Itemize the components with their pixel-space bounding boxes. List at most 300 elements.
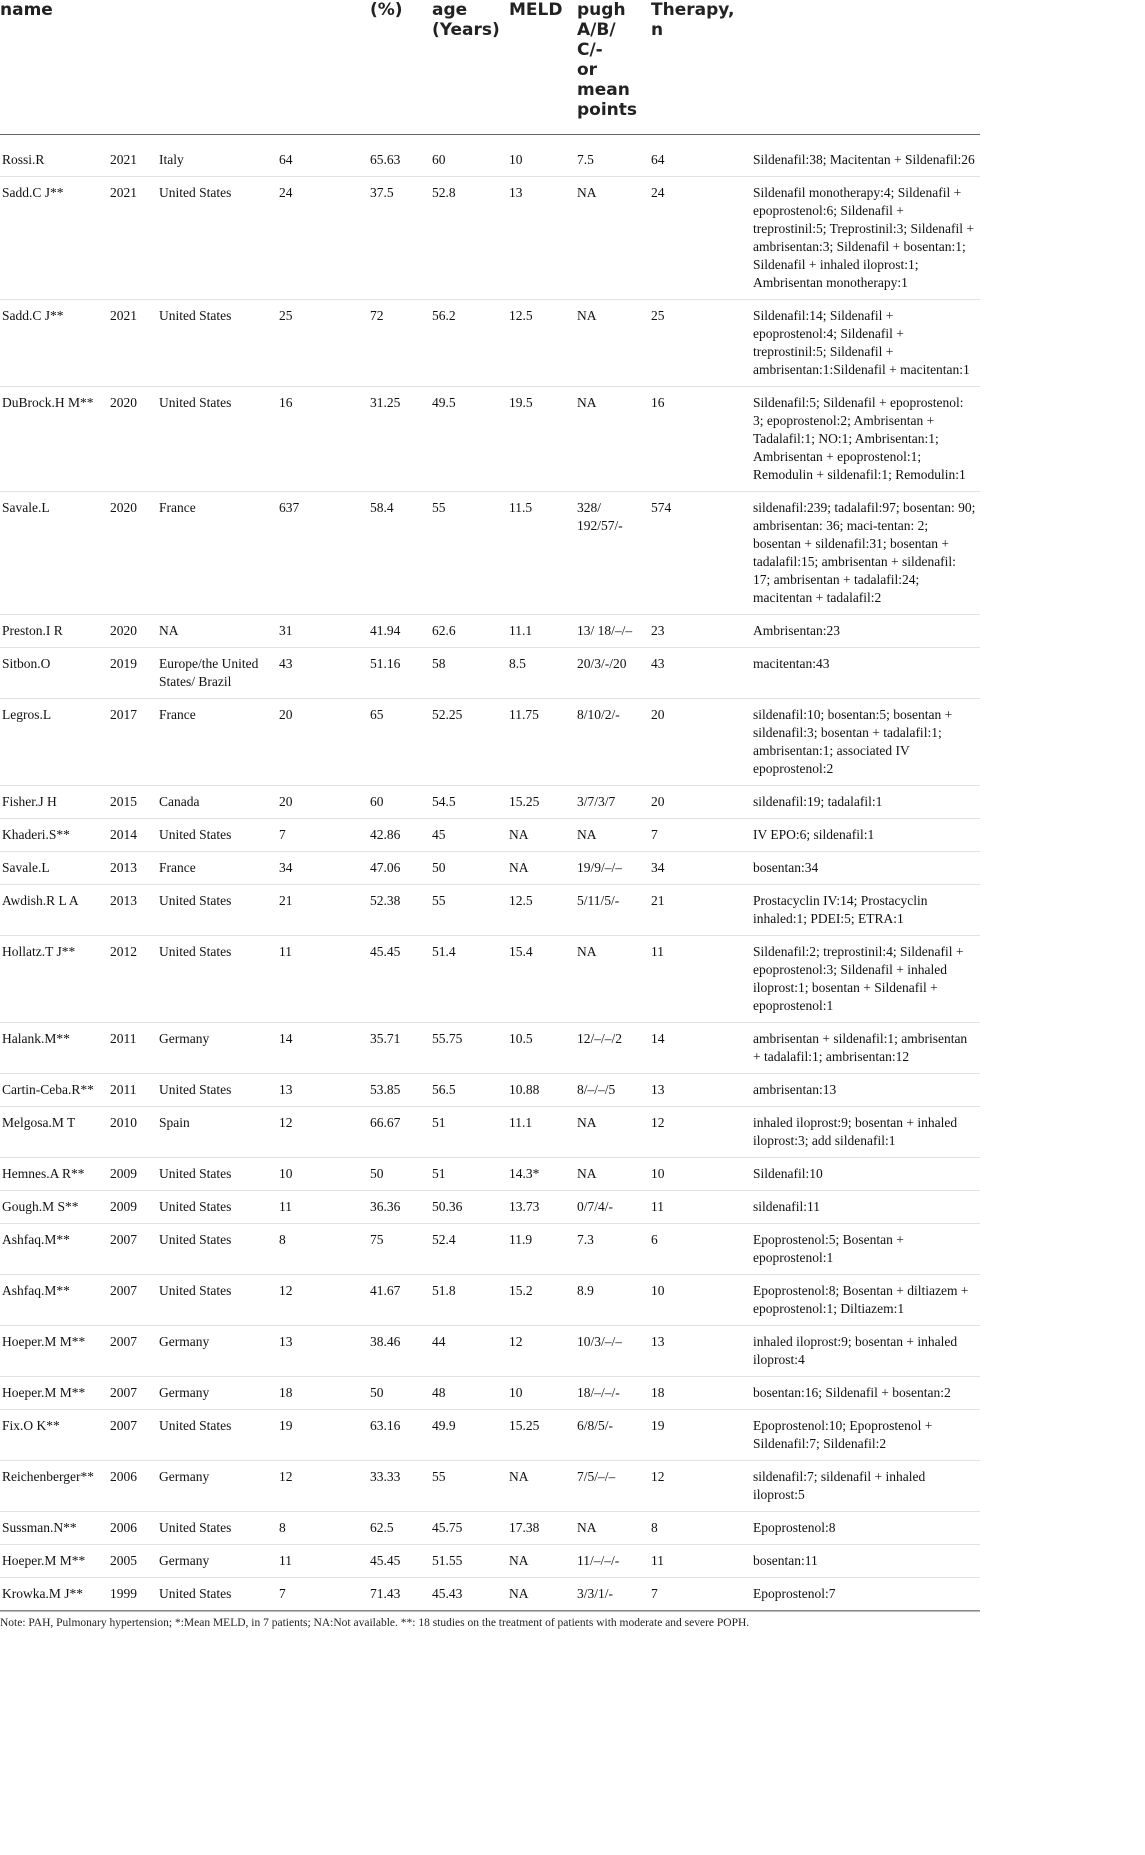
table-row: [0, 1158, 980, 1191]
table-cell: 11: [279, 1199, 292, 1214]
table-cell: 16: [279, 395, 293, 410]
table-cell: 2007: [110, 1385, 137, 1400]
table-cell: Halank.M**: [2, 1031, 70, 1046]
table-cell: United States: [159, 893, 232, 908]
table-cell: Melgosa.M T: [2, 1115, 76, 1130]
column-header: Therapy, n: [651, 0, 735, 40]
table-cell: 20/3/-/20: [577, 656, 627, 671]
table-cell: 21: [651, 893, 665, 908]
table-row: [0, 885, 980, 936]
table-cell: Ashfaq.M**: [2, 1232, 70, 1247]
table-cell: sildenafil:19; tadalafil:1: [753, 794, 883, 809]
table-row: [0, 1074, 980, 1107]
table-cell: 11.75: [509, 707, 539, 722]
table-cell: 55.75: [432, 1031, 463, 1046]
table-cell: NA: [577, 827, 597, 842]
table-cell: 2014: [110, 827, 137, 842]
table-cell: 1999: [110, 1586, 137, 1601]
table-row: [0, 936, 980, 1023]
table-cell: 75: [370, 1232, 384, 1247]
column-header: [159, 0, 279, 135]
table-cell: 60: [370, 794, 384, 809]
table-cell: 14: [279, 1031, 293, 1046]
table-cell: 10.5: [509, 1031, 533, 1046]
table-cell: 52.38: [370, 893, 401, 908]
table-cell: 52.25: [432, 707, 463, 722]
table-cell: Sildenafil monotherapy:4; Sildenafil + epoprostenol:6; Sildenafil + treprostinil:5; Treprostinil:3; Sildenafil + ambrisentan:3; Sildenafil + bosentan:1; Sildenafil + inhaled iloprost:1; Ambrisentan monotherapy:1: [753, 185, 974, 290]
table-cell: 2012: [110, 944, 137, 959]
table-cell: 66.67: [370, 1115, 401, 1130]
table-cell: 20: [279, 794, 293, 809]
table-cell: Sildenafil:2; treprostinil:4; Sildenafil + epoprostenol:3; Sildenafil + inhaled iloprost:1; bosentan + Sildenafil + epoprostenol:1: [753, 944, 964, 1013]
table-row: [0, 387, 980, 492]
table-cell: 56.5: [432, 1082, 456, 1097]
table-cell: 6/8/5/-: [577, 1418, 613, 1433]
table-cell: 20: [651, 794, 665, 809]
column-header: age (Years): [432, 0, 500, 40]
table-cell: 7: [279, 827, 286, 842]
table-row: [0, 852, 980, 885]
table-row: [0, 1224, 980, 1275]
table-cell: 0/7/4/-: [577, 1199, 613, 1214]
table-cell: Ambrisentan:23: [753, 623, 840, 638]
table-cell: Germany: [159, 1385, 210, 1400]
table-cell: 13: [279, 1334, 293, 1349]
header-row: [0, 0, 980, 135]
table-cell: 49.5: [432, 395, 456, 410]
table-cell: NA: [509, 1586, 529, 1601]
table-cell: 2021: [110, 308, 137, 323]
table-cell: 12: [279, 1115, 293, 1130]
table-cell: Germany: [159, 1553, 210, 1568]
table-cell: 12: [651, 1115, 665, 1130]
table-cell: 2007: [110, 1334, 137, 1349]
table-row: [0, 648, 980, 699]
table-cell: 16: [651, 395, 665, 410]
table-cell: 8/10/2/-: [577, 707, 620, 722]
table-cell: Germany: [159, 1031, 210, 1046]
table-cell: 35.71: [370, 1031, 401, 1046]
table-cell: 31.25: [370, 395, 401, 410]
table-cell: United States: [159, 1232, 232, 1247]
table-note: Note: PAH, Pulmonary hypertension; *:Mean MELD, in 7 patients; NA:Not available. **: 18 studies on the treatment of patients with moderate and severe POPH.: [0, 1611, 980, 1629]
table-cell: Cartin-Ceba.R**: [2, 1082, 94, 1097]
table-cell: 31: [279, 623, 293, 638]
table-cell: macitentan:43: [753, 656, 830, 671]
table-cell: 53.85: [370, 1082, 401, 1097]
table-cell: 12: [279, 1283, 293, 1298]
table-cell: 12: [509, 1334, 523, 1349]
table-cell: 15.4: [509, 944, 533, 959]
table-cell: 64: [279, 152, 293, 167]
table-cell: 45.45: [370, 944, 401, 959]
table-cell: 7/5/–/–: [577, 1469, 616, 1484]
table-cell: 11: [279, 944, 292, 959]
table-cell: 2013: [110, 860, 137, 875]
table-row: [0, 1512, 980, 1545]
table-cell: Spain: [159, 1115, 190, 1130]
table-cell: 36.36: [370, 1199, 401, 1214]
table-cell: Italy: [159, 152, 184, 167]
table-cell: 45.43: [432, 1586, 463, 1601]
table-cell: Germany: [159, 1334, 210, 1349]
table-cell: France: [159, 500, 196, 515]
column-header: [110, 0, 159, 135]
table-cell: 10: [651, 1283, 665, 1298]
table-cell: Epoprostenol:8: [753, 1520, 836, 1535]
table-cell: 11.5: [509, 500, 533, 515]
table-cell: 43: [279, 656, 293, 671]
table-cell: 72: [370, 308, 384, 323]
table-cell: 2020: [110, 395, 137, 410]
table-cell: 50: [370, 1166, 384, 1181]
table-cell: United States: [159, 1082, 232, 1097]
table-cell: 15.25: [509, 1418, 540, 1433]
table-cell: 7: [651, 1586, 658, 1601]
table-cell: 11.1: [509, 623, 533, 638]
table-cell: 15.2: [509, 1283, 533, 1298]
table-cell: 8.5: [509, 656, 526, 671]
table-cell: 11.9: [509, 1232, 533, 1247]
table-cell: 13.73: [509, 1199, 540, 1214]
table-cell: 2020: [110, 623, 137, 638]
table-cell: NA: [577, 1166, 597, 1181]
table-cell: 10: [279, 1166, 293, 1181]
table-cell: 14.3*: [509, 1166, 540, 1181]
table-cell: 20: [651, 707, 665, 722]
table-cell: 2011: [110, 1031, 137, 1046]
table-cell: 63.16: [370, 1418, 401, 1433]
table-row: [0, 1578, 980, 1611]
table-cell: Sadd.C J**: [2, 185, 64, 200]
table-cell: United States: [159, 1586, 232, 1601]
table-cell: Reichenberger**: [2, 1469, 94, 1484]
table-cell: 50: [432, 860, 446, 875]
table-cell: 51.16: [370, 656, 401, 671]
table-cell: 58: [432, 656, 446, 671]
table-cell: 19/9/–/–: [577, 860, 623, 875]
table-cell: 18/–/–/-: [577, 1385, 620, 1400]
table-cell: 11: [651, 1199, 664, 1214]
table-cell: 52.4: [432, 1232, 456, 1247]
table-cell: 51.4: [432, 944, 456, 959]
table-cell: DuBrock.H M**: [2, 395, 94, 410]
table-cell: Epoprostenol:7: [753, 1586, 836, 1601]
table-cell: 3/7/3/7: [577, 794, 616, 809]
table-row: [0, 1326, 980, 1377]
table-cell: 55: [432, 500, 446, 515]
table-cell: 2006: [110, 1469, 137, 1484]
table-body: [0, 135, 980, 1611]
table-cell: 19: [651, 1418, 665, 1433]
table-cell: 21: [279, 893, 293, 908]
column-header: pugh A/B/ C/- or mean points: [577, 0, 638, 120]
column-header: [753, 0, 980, 135]
table-cell: 10: [651, 1166, 665, 1181]
table-cell: 10.88: [509, 1082, 540, 1097]
table-cell: Sadd.C J**: [2, 308, 64, 323]
table-row: [0, 699, 980, 786]
table-cell: 58.4: [370, 500, 394, 515]
table-cell: Savale.L: [2, 500, 50, 515]
table-row: [0, 819, 980, 852]
table-cell: 48: [432, 1385, 446, 1400]
table-cell: Sildenafil:38; Macitentan + Sildenafil:26: [753, 152, 975, 167]
table-cell: Legros.L: [2, 707, 52, 722]
table-cell: 55: [432, 893, 446, 908]
table-cell: NA: [509, 827, 529, 842]
table-cell: 637: [279, 500, 300, 515]
table-cell: Sildenafil:5; Sildenafil + epoprostenol: 3; epoprostenol:2; Ambrisentan + Tadalafil:1; NO:1; Ambrisentan:1; Ambrisentan + epoprostenol:1; Remodulin + sildenafil:1; Remodulin:1: [753, 395, 966, 482]
table-cell: 13: [651, 1334, 665, 1349]
table-cell: 13: [509, 185, 523, 200]
table-cell: 51: [432, 1166, 446, 1181]
table-cell: inhaled iloprost:9; bosentan + inhaled iloprost:4: [753, 1334, 958, 1367]
table-cell: ambrisentan + sildenafil:1; ambrisentan + tadalafil:1; ambrisentan:12: [753, 1031, 968, 1064]
table-cell: United States: [159, 1520, 232, 1535]
table-cell: 12: [279, 1469, 293, 1484]
table-cell: NA: [577, 395, 597, 410]
table-cell: 10/3/–/–: [577, 1334, 623, 1349]
table-cell: Savale.L: [2, 860, 50, 875]
table-cell: 64: [651, 152, 665, 167]
table-cell: United States: [159, 395, 232, 410]
table-cell: 51.55: [432, 1553, 463, 1568]
table-cell: 7.5: [577, 152, 594, 167]
table-cell: 33.33: [370, 1469, 401, 1484]
table-cell: 34: [651, 860, 665, 875]
column-header: MELD: [509, 0, 563, 20]
table-cell: 6: [651, 1232, 658, 1247]
table-cell: 71.43: [370, 1586, 401, 1601]
table-cell: 2019: [110, 656, 137, 671]
table-cell: 14: [651, 1031, 665, 1046]
table-cell: Hoeper.M M**: [2, 1553, 86, 1568]
table-cell: 2005: [110, 1553, 137, 1568]
table-cell: 52.8: [432, 185, 456, 200]
table-cell: 2021: [110, 152, 137, 167]
table-row: [0, 1023, 980, 1074]
table-cell: 11: [651, 1553, 664, 1568]
table-cell: 34: [279, 860, 293, 875]
table-cell: 12.5: [509, 308, 533, 323]
table-cell: 2007: [110, 1418, 137, 1433]
table-cell: inhaled iloprost:9; bosentan + inhaled iloprost:3; add sildenafil:1: [753, 1115, 958, 1148]
table-cell: 10: [509, 152, 523, 167]
table-cell: 60: [432, 152, 446, 167]
table-row: [0, 1545, 980, 1578]
table-cell: 13/ 18/–/–: [577, 623, 633, 638]
table-cell: Epoprostenol:10; Epoprostenol + Sildenafil:7; Sildenafil:2: [753, 1418, 933, 1451]
table-cell: Ashfaq.M**: [2, 1283, 70, 1298]
table-cell: 37.5: [370, 185, 394, 200]
table-cell: 8: [651, 1520, 658, 1535]
table-cell: 13: [651, 1082, 665, 1097]
table-row: [0, 1461, 980, 1512]
table-cell: Khaderi.S**: [2, 827, 70, 842]
table-cell: 2013: [110, 893, 137, 908]
table-row: [0, 1410, 980, 1461]
table-cell: 38.46: [370, 1334, 401, 1349]
table-row: [0, 1107, 980, 1158]
table-cell: 50.36: [432, 1199, 463, 1214]
table-cell: Europe/the United States/ Brazil: [159, 656, 259, 689]
table-cell: 25: [651, 308, 665, 323]
table-cell: sildenafil:11: [753, 1199, 820, 1214]
table-cell: NA: [577, 1520, 597, 1535]
table-cell: 7.3: [577, 1232, 594, 1247]
table-cell: 8: [279, 1232, 286, 1247]
table-cell: sildenafil:7; sildenafil + inhaled iloprost:5: [753, 1469, 926, 1502]
table-cell: Hemnes.A R**: [2, 1166, 85, 1181]
table-cell: NA: [509, 860, 529, 875]
table-cell: 19.5: [509, 395, 533, 410]
table-cell: 5/11/5/-: [577, 893, 620, 908]
table-cell: United States: [159, 185, 232, 200]
table-cell: Awdish.R L A: [2, 893, 79, 908]
table-cell: Hoeper.M M**: [2, 1385, 86, 1400]
table-cell: 42.86: [370, 827, 401, 842]
table-cell: Fisher.J H: [2, 794, 57, 809]
table-row: [0, 1191, 980, 1224]
table-cell: 8.9: [577, 1283, 594, 1298]
table-cell: 41.67: [370, 1283, 401, 1298]
table-cell: NA: [159, 623, 179, 638]
table-cell: 10: [509, 1385, 523, 1400]
table-cell: 7: [279, 1586, 286, 1601]
table-cell: 2009: [110, 1166, 137, 1181]
table-cell: NA: [577, 308, 597, 323]
table-cell: Canada: [159, 794, 200, 809]
table-cell: Epoprostenol:8; Bosentan + diltiazem + epoprostenol:1; Diltiazem:1: [753, 1283, 969, 1316]
table-cell: 11.1: [509, 1115, 533, 1130]
table-cell: 45: [432, 827, 446, 842]
table-cell: 20: [279, 707, 293, 722]
table-cell: sildenafil:239; tadalafil:97; bosentan: 90; ambrisentan: 36; maci-tentan: 2; bosentan + sildenafil:31; bosentan + tadalafil:15; ambrisentan + sildenafil: 17; ambrisentan + tadalafil:24; macitentan + tadalafil:2: [753, 500, 976, 605]
table-cell: 19: [279, 1418, 293, 1433]
table-cell: 65: [370, 707, 384, 722]
table-cell: NA: [509, 1553, 529, 1568]
table-cell: France: [159, 860, 196, 875]
table-cell: Krowka.M J**: [2, 1586, 83, 1601]
table-cell: Rossi.R: [2, 152, 45, 167]
table-cell: bosentan:16; Sildenafil + bosentan:2: [753, 1385, 951, 1400]
table-cell: United States: [159, 944, 232, 959]
table-cell: 62.5: [370, 1520, 394, 1535]
table-cell: 12: [651, 1469, 665, 1484]
table-cell: 24: [651, 185, 665, 200]
table-cell: 47.06: [370, 860, 401, 875]
table-cell: ambrisentan:13: [753, 1082, 837, 1097]
table-cell: 8/–/–/5: [577, 1082, 616, 1097]
table-cell: 11: [279, 1553, 292, 1568]
table-cell: 45.45: [370, 1553, 401, 1568]
table-cell: 50: [370, 1385, 384, 1400]
table-cell: sildenafil:10; bosentan:5; bosentan + sildenafil:3; bosentan + tadalafil:1; ambrisentan:1; associated IV epoprostenol:2: [753, 707, 953, 776]
table-cell: 2017: [110, 707, 137, 722]
table-cell: Hoeper.M M**: [2, 1334, 86, 1349]
table-cell: 56.2: [432, 308, 456, 323]
table-cell: 44: [432, 1334, 446, 1349]
table-cell: 11: [651, 944, 664, 959]
table-cell: 65.63: [370, 152, 401, 167]
table-cell: 55: [432, 1469, 446, 1484]
table-cell: 13: [279, 1082, 293, 1097]
table-cell: NA: [509, 1469, 529, 1484]
table-cell: 15.25: [509, 794, 540, 809]
table-cell: 51: [432, 1115, 446, 1130]
table-cell: 328/ 192/57/-: [577, 500, 623, 533]
table-cell: United States: [159, 1166, 232, 1181]
table-cell: 574: [651, 500, 672, 515]
table-cell: 12/–/–/2: [577, 1031, 623, 1046]
table-cell: United States: [159, 1199, 232, 1214]
table-cell: 3/3/1/-: [577, 1586, 613, 1601]
table-cell: France: [159, 707, 196, 722]
table-cell: United States: [159, 1418, 232, 1433]
table-cell: 12.5: [509, 893, 533, 908]
table-cell: 24: [279, 185, 293, 200]
table-cell: NA: [577, 944, 597, 959]
table-cell: 49.9: [432, 1418, 456, 1433]
table-cell: Sussman.N**: [2, 1520, 77, 1535]
table-cell: NA: [577, 185, 597, 200]
table-cell: 2006: [110, 1520, 137, 1535]
table-row: [0, 786, 980, 819]
table-row: [0, 135, 980, 177]
table-cell: 2020: [110, 500, 137, 515]
table-cell: United States: [159, 827, 232, 842]
table-cell: IV EPO:6; sildenafil:1: [753, 827, 875, 842]
table-cell: 2010: [110, 1115, 137, 1130]
column-header: [279, 0, 370, 135]
table-cell: 43: [651, 656, 665, 671]
table-cell: 2007: [110, 1232, 137, 1247]
table-cell: United States: [159, 1283, 232, 1298]
table-cell: 45.75: [432, 1520, 463, 1535]
table-row: [0, 1377, 980, 1410]
table-row: [0, 492, 980, 615]
table-row: [0, 1275, 980, 1326]
table-cell: 7: [651, 827, 658, 842]
table-cell: bosentan:34: [753, 860, 819, 875]
table-cell: Germany: [159, 1469, 210, 1484]
table-cell: Preston.I R: [2, 623, 63, 638]
table-cell: Sitbon.O: [2, 656, 51, 671]
table-cell: 18: [651, 1385, 665, 1400]
table-row: [0, 615, 980, 648]
table-cell: 54.5: [432, 794, 456, 809]
table-cell: 18: [279, 1385, 293, 1400]
table-cell: Epoprostenol:5; Bosentan + epoprostenol:1: [753, 1232, 904, 1265]
table-cell: bosentan:11: [753, 1553, 818, 1568]
table-row: [0, 300, 980, 387]
table-cell: Prostacyclin IV:14; Prostacyclin inhaled:1; PDEI:5; ETRA:1: [753, 893, 928, 926]
column-header: name: [0, 0, 53, 20]
table-cell: United States: [159, 308, 232, 323]
table-cell: 51.8: [432, 1283, 456, 1298]
table-cell: Gough.M S**: [2, 1199, 79, 1214]
table-cell: 8: [279, 1520, 286, 1535]
table-cell: 11/–/–/-: [577, 1553, 620, 1568]
table-row: [0, 177, 980, 300]
table-cell: Hollatz.T J**: [2, 944, 76, 959]
table-cell: 41.94: [370, 623, 401, 638]
table-cell: 25: [279, 308, 293, 323]
table-cell: 2007: [110, 1283, 137, 1298]
table-cell: 17.38: [509, 1520, 540, 1535]
table-cell: 2021: [110, 185, 137, 200]
